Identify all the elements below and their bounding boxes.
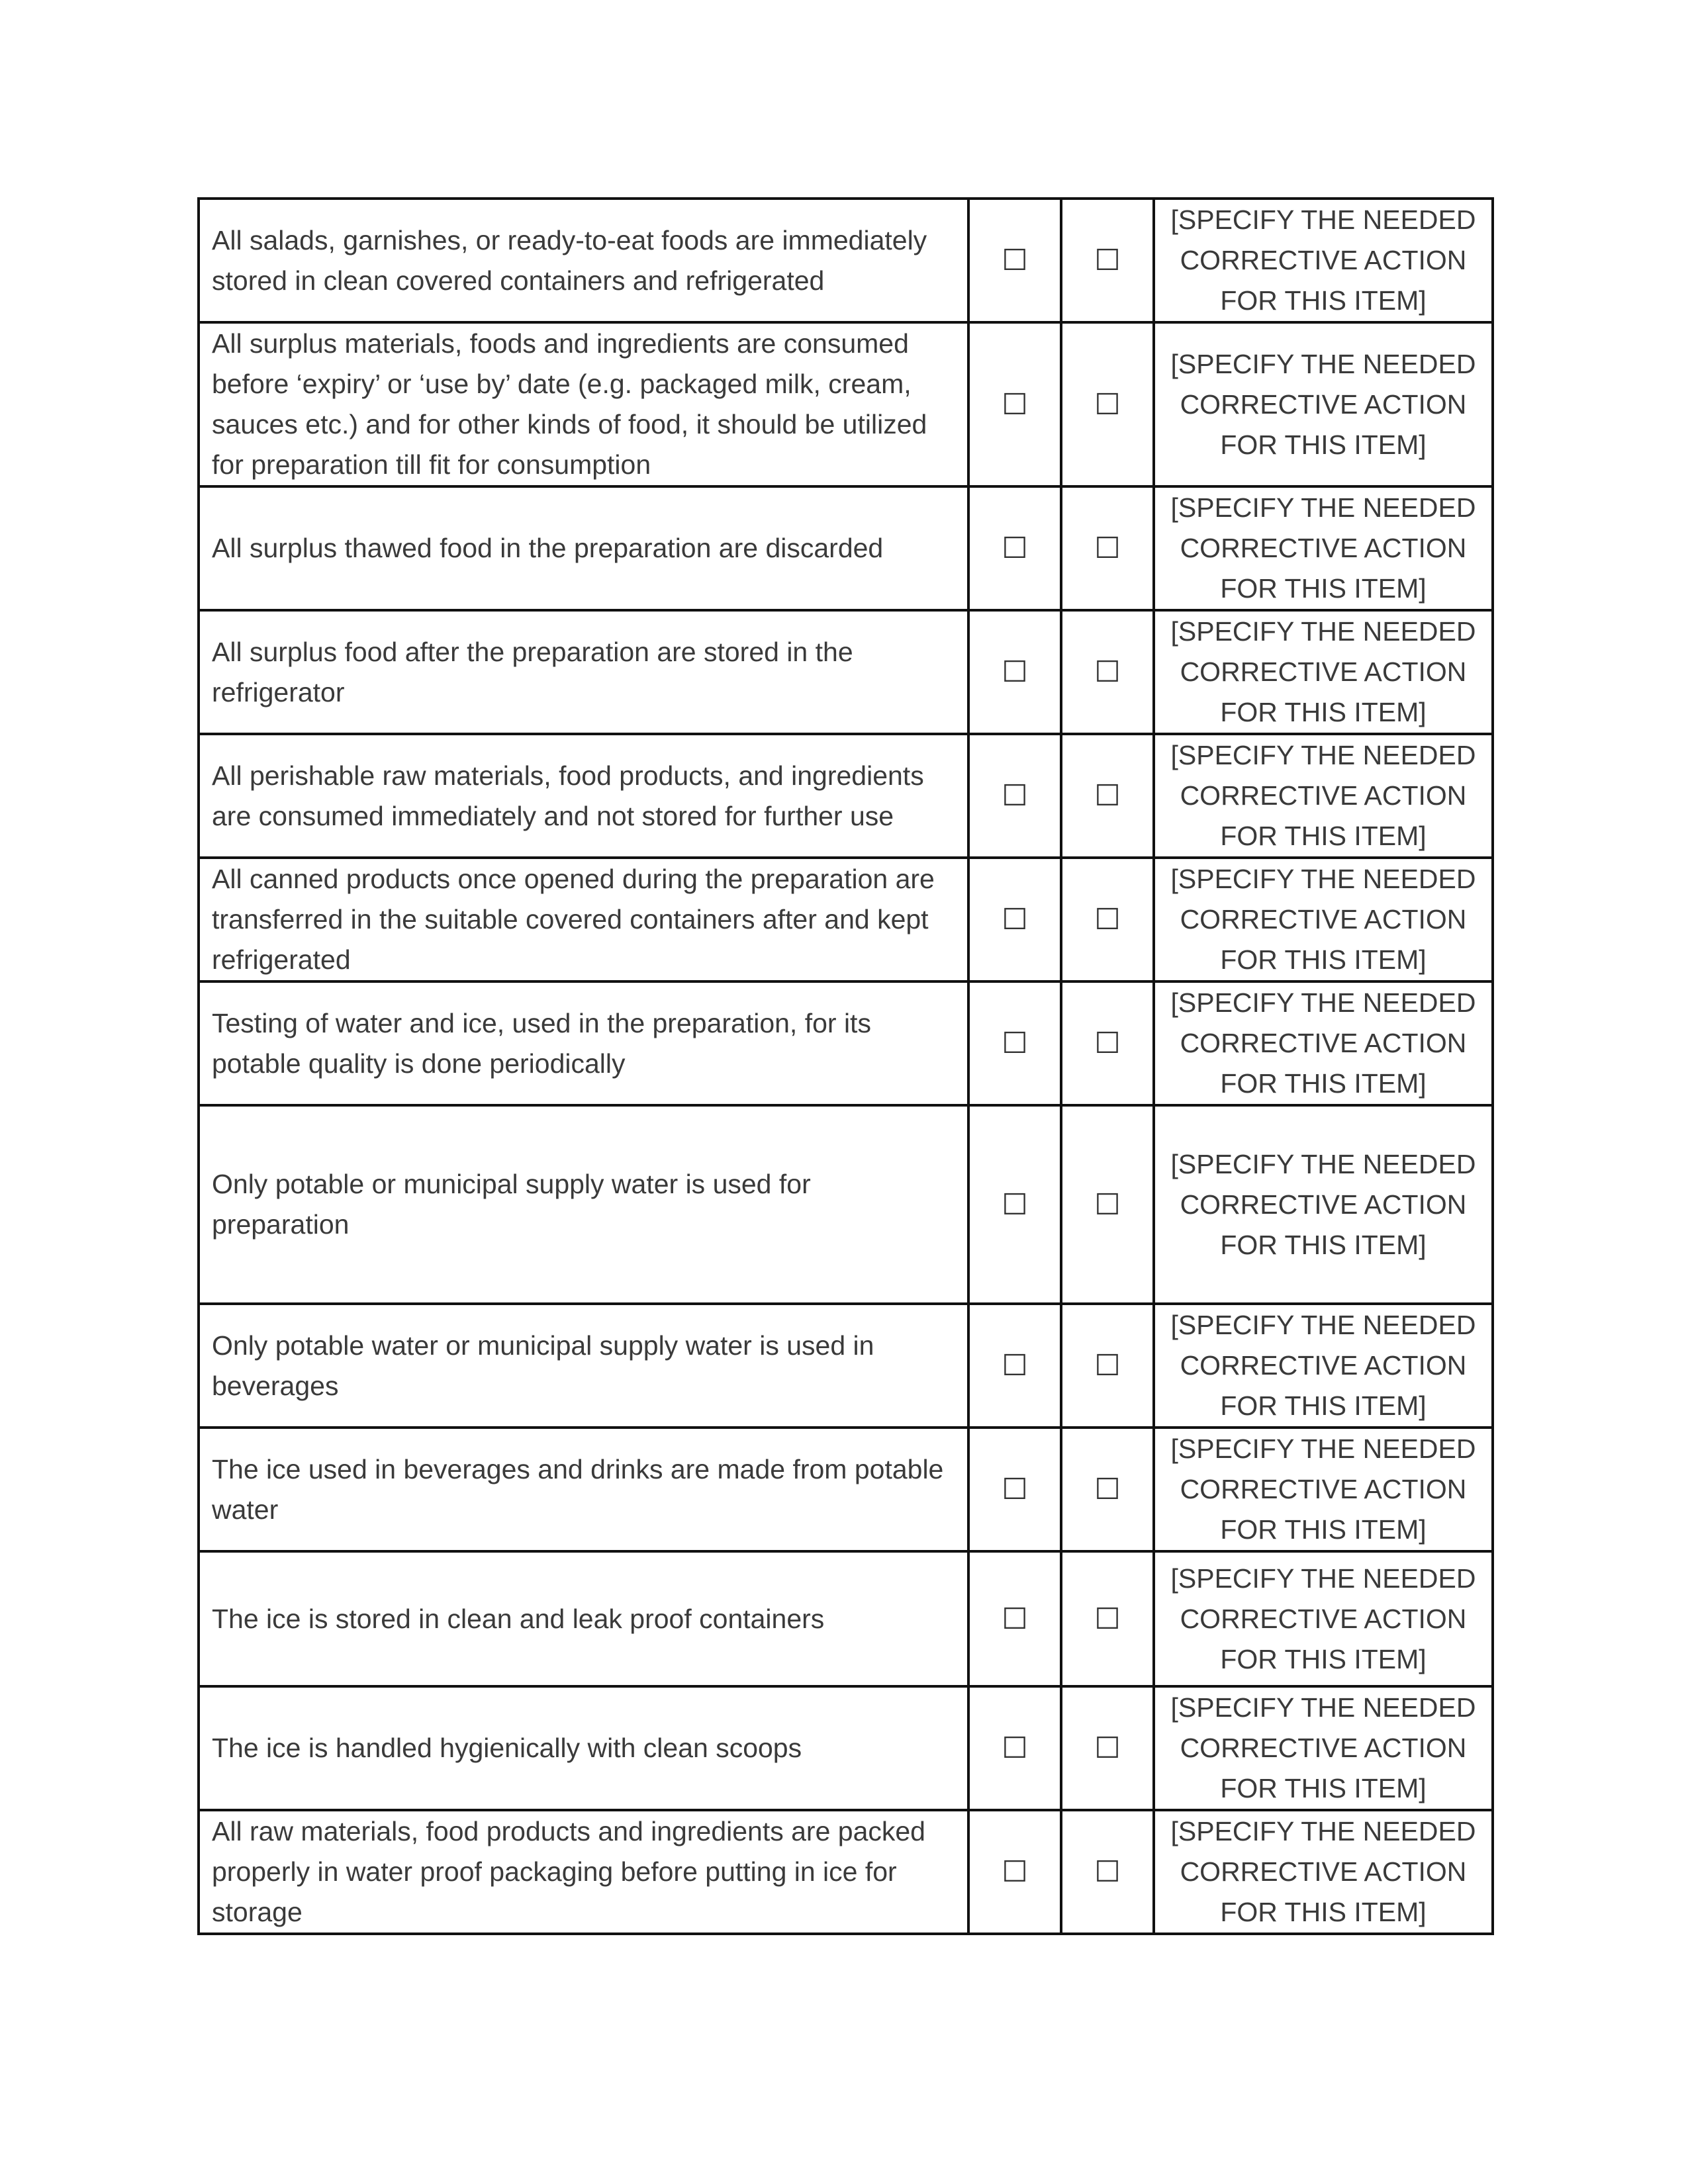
item-description: All raw materials, food products and ingredients are packed properly in water proof packaging before putting in ice for storage — [199, 1810, 968, 1934]
no-checkbox[interactable]: ☐ — [1061, 199, 1154, 322]
no-checkbox[interactable]: ☐ — [1061, 981, 1154, 1105]
table-row — [199, 199, 1493, 322]
no-checkbox[interactable]: ☐ — [1061, 486, 1154, 610]
item-description: All surplus food after the preparation are stored in the refrigerator — [199, 610, 968, 734]
corrective-action-cell[interactable]: [SPECIFY THE NEEDED CORRECTIVE ACTION FOR THIS ITEM] — [1154, 1304, 1493, 1428]
no-checkbox[interactable]: ☐ — [1061, 1428, 1154, 1551]
corrective-action-cell[interactable]: [SPECIFY THE NEEDED CORRECTIVE ACTION FOR THIS ITEM] — [1154, 199, 1493, 322]
checklist-body — [199, 199, 1493, 1934]
table-row — [199, 1551, 1493, 1686]
no-checkbox[interactable]: ☐ — [1061, 322, 1154, 486]
yes-checkbox[interactable]: ☐ — [968, 1551, 1061, 1686]
corrective-action-cell[interactable]: [SPECIFY THE NEEDED CORRECTIVE ACTION FOR THIS ITEM] — [1154, 1686, 1493, 1810]
yes-checkbox[interactable]: ☐ — [968, 1810, 1061, 1934]
corrective-action-cell[interactable]: [SPECIFY THE NEEDED CORRECTIVE ACTION FOR THIS ITEM] — [1154, 1428, 1493, 1551]
yes-checkbox[interactable]: ☐ — [968, 610, 1061, 734]
no-checkbox[interactable]: ☐ — [1061, 1686, 1154, 1810]
corrective-action-cell[interactable]: [SPECIFY THE NEEDED CORRECTIVE ACTION FOR THIS ITEM] — [1154, 1810, 1493, 1934]
item-description: All surplus materials, foods and ingredients are consumed before ‘expiry’ or ‘use by’ date (e.g. packaged milk, cream, sauces etc.) and for other kinds of food, it should be utilized for preparation till fit for consumption — [199, 322, 968, 486]
table-row — [199, 1304, 1493, 1428]
yes-checkbox[interactable]: ☐ — [968, 486, 1061, 610]
no-checkbox[interactable]: ☐ — [1061, 1304, 1154, 1428]
table-row — [199, 610, 1493, 734]
yes-checkbox[interactable]: ☐ — [968, 1686, 1061, 1810]
item-description: The ice is handled hygienically with clean scoops — [199, 1686, 968, 1810]
table-row — [199, 1428, 1493, 1551]
yes-checkbox[interactable]: ☐ — [968, 981, 1061, 1105]
table-row — [199, 486, 1493, 610]
item-description: All salads, garnishes, or ready-to-eat foods are immediately stored in clean covered containers and refrigerated — [199, 199, 968, 322]
table-row — [199, 1105, 1493, 1304]
no-checkbox[interactable]: ☐ — [1061, 1810, 1154, 1934]
table-row — [199, 1810, 1493, 1934]
inspection-checklist-table — [197, 197, 1494, 1935]
corrective-action-cell[interactable]: [SPECIFY THE NEEDED CORRECTIVE ACTION FOR THIS ITEM] — [1154, 322, 1493, 486]
corrective-action-cell[interactable]: [SPECIFY THE NEEDED CORRECTIVE ACTION FOR THIS ITEM] — [1154, 981, 1493, 1105]
no-checkbox[interactable]: ☐ — [1061, 1105, 1154, 1304]
table-row — [199, 734, 1493, 858]
corrective-action-cell[interactable]: [SPECIFY THE NEEDED CORRECTIVE ACTION FOR THIS ITEM] — [1154, 610, 1493, 734]
table-row — [199, 1686, 1493, 1810]
table-row — [199, 858, 1493, 981]
yes-checkbox[interactable]: ☐ — [968, 1428, 1061, 1551]
yes-checkbox[interactable]: ☐ — [968, 199, 1061, 322]
no-checkbox[interactable]: ☐ — [1061, 1551, 1154, 1686]
no-checkbox[interactable]: ☐ — [1061, 734, 1154, 858]
item-description: The ice is stored in clean and leak proof containers — [199, 1551, 968, 1686]
yes-checkbox[interactable]: ☐ — [968, 1304, 1061, 1428]
item-description: The ice used in beverages and drinks are made from potable water — [199, 1428, 968, 1551]
yes-checkbox[interactable]: ☐ — [968, 858, 1061, 981]
item-description: All perishable raw materials, food products, and ingredients are consumed immediately and not stored for further use — [199, 734, 968, 858]
yes-checkbox[interactable]: ☐ — [968, 734, 1061, 858]
no-checkbox[interactable]: ☐ — [1061, 858, 1154, 981]
corrective-action-cell[interactable]: [SPECIFY THE NEEDED CORRECTIVE ACTION FOR THIS ITEM] — [1154, 1105, 1493, 1304]
yes-checkbox[interactable]: ☐ — [968, 322, 1061, 486]
yes-checkbox[interactable]: ☐ — [968, 1105, 1061, 1304]
table-row — [199, 322, 1493, 486]
item-description: Only potable water or municipal supply water is used in beverages — [199, 1304, 968, 1428]
no-checkbox[interactable]: ☐ — [1061, 610, 1154, 734]
table-row — [199, 981, 1493, 1105]
item-description: Testing of water and ice, used in the preparation, for its potable quality is done periodically — [199, 981, 968, 1105]
corrective-action-cell[interactable]: [SPECIFY THE NEEDED CORRECTIVE ACTION FOR THIS ITEM] — [1154, 734, 1493, 858]
item-description: Only potable or municipal supply water is used for preparation — [199, 1105, 968, 1304]
item-description: All surplus thawed food in the preparation are discarded — [199, 486, 968, 610]
corrective-action-cell[interactable]: [SPECIFY THE NEEDED CORRECTIVE ACTION FOR THIS ITEM] — [1154, 1551, 1493, 1686]
item-description: All canned products once opened during the preparation are transferred in the suitable covered containers after and kept refrigerated — [199, 858, 968, 981]
corrective-action-cell[interactable]: [SPECIFY THE NEEDED CORRECTIVE ACTION FOR THIS ITEM] — [1154, 858, 1493, 981]
corrective-action-cell[interactable]: [SPECIFY THE NEEDED CORRECTIVE ACTION FOR THIS ITEM] — [1154, 486, 1493, 610]
